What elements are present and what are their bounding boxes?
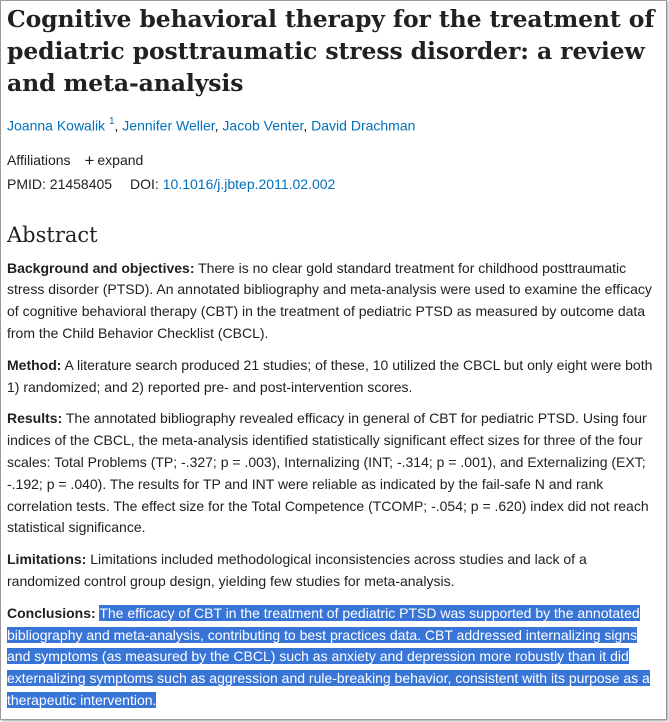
- abstract-section-limitations: [7, 549, 658, 593]
- section-text: The annotated bibliography revealed efficacy in general of CBT for pediatric PTSD. Using four indices of the CBCL, the meta-analysis identified statistically significant effect sizes for three of the four scales: Total Problems (TP; -.327; p = .003), Internalizing (INT; -.314; p = .001), and Externalizing (EXT; -.192; p = .040). The results for TP and INT were reliable as indicated by the fail-safe N and rank correlation tests. The effect size for the Total Competence (TCOMP; -.054; p = .620) index did not reach statistical significance.: [7, 410, 649, 536]
- abstract-section-method: [7, 355, 658, 399]
- pmid: PMID: 21458405: [7, 175, 113, 192]
- section-text: A literature search produced 21 studies; of these, 10 utilized the CBCL but only eight were both 1) randomized; and 2) reported pre- and post-intervention scores.: [7, 356, 653, 395]
- doi-link[interactable]: 10.1016/j.jbtep.2011.02.002: [162, 175, 336, 192]
- section-label: Limitations:: [7, 551, 87, 568]
- author-separator: ,: [214, 117, 223, 134]
- affiliations-label: Affiliations: [7, 151, 71, 168]
- author-link[interactable]: Jennifer Weller: [122, 117, 215, 134]
- identifiers-row: [7, 174, 658, 194]
- expand-label: expand: [97, 151, 144, 168]
- doi-label: DOI:: [129, 175, 159, 192]
- affiliation-superscript[interactable]: 1: [108, 116, 115, 127]
- section-label: Conclusions:: [7, 604, 96, 621]
- section-label: Method:: [7, 356, 62, 373]
- affiliations-row: [7, 150, 658, 170]
- abstract-heading: Abstract: [7, 222, 98, 247]
- expand-button[interactable]: [84, 152, 143, 168]
- article-title: Cognitive behavioral therapy for the treatment of pediatric posttraumatic stress disorder: a review and meta-analysis: [7, 5, 655, 97]
- selected-text[interactable]: The efficacy of CBT in the treatment of pediatric PTSD was supported by the annotated bibliography and meta-analysis, contributing to best practices data. CBT addressed internalizing signs and symptoms (as measured by the CBCL) such as anxiety and depression more robustly than it did externalizing symptoms such as aggression and rule-breaking behavior, consistent with its purpose as a therapeutic intervention.: [7, 604, 650, 708]
- author-separator: ,: [114, 117, 123, 134]
- author-separator: ,: [303, 117, 312, 134]
- abstract-body: [7, 258, 658, 712]
- author-link[interactable]: Joanna Kowalik: [7, 117, 106, 134]
- abstract-section-conclusions: [7, 603, 658, 712]
- abstract-section-results: [7, 408, 658, 539]
- article-content: [1, 1, 666, 712]
- author-link[interactable]: Jacob Venter: [222, 117, 304, 134]
- author-link[interactable]: David Drachman: [311, 117, 416, 134]
- author-list: [7, 113, 658, 136]
- section-text: Limitations included methodological inconsistencies across studies and lack of a randomized control group design, yielding few studies for meta-analysis.: [7, 551, 587, 590]
- plus-icon: +: [84, 150, 95, 170]
- section-text: There is no clear gold standard treatment for childhood posttraumatic stress disorder (PTSD). An annotated bibliography and meta-analysis were used to examine the efficacy of cognitive behavioral therapy (CBT) in the treatment of pediatric PTSD as measured by outcome data from the Child Behavior Checklist (CBCL).: [7, 259, 652, 342]
- section-label: Background and objectives:: [7, 259, 195, 276]
- section-label: Results:: [7, 410, 63, 427]
- abstract-section-background: [7, 258, 658, 345]
